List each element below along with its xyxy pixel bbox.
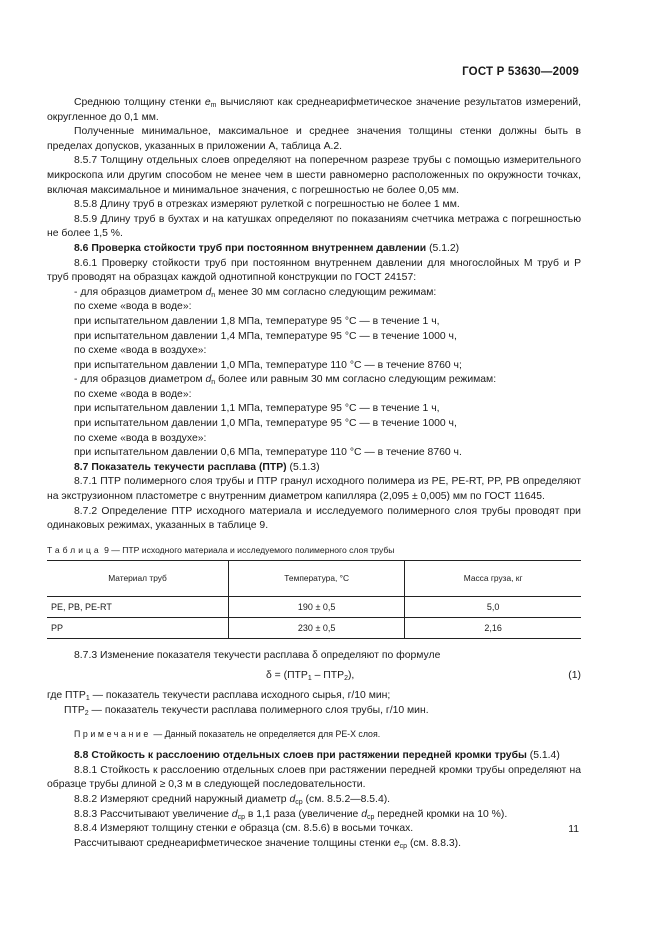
paragraph-8-8-2: 8.8.2 Измеряют средний наружный диаметр $d_{ср}$ (см. 8.5.2—8.5.4). xyxy=(74,793,391,806)
mode-line: при испытательном давлении 1,4 МПа, температуре 95 °С — в течение 1000 ч, xyxy=(74,330,457,342)
note: Примечание — Данный показатель не определяется для PE-X слоя. xyxy=(74,728,381,739)
mode-line: по схеме «вода в воздухе»: xyxy=(74,345,207,357)
table-cell: 190 ± 0,5 xyxy=(229,596,405,617)
mode-line: по схеме «вода в воде»: xyxy=(74,388,192,400)
paragraph-8-8-5: Рассчитывают среднеарифметическое значение толщины стенки $e_{ср}$ (см. 8.8.3). xyxy=(74,837,461,850)
formula-1 xyxy=(47,667,581,687)
paragraph-8-6-1: 8.6.1 Проверку стойкости труб при постоянном внутреннем давлении для многослойных М труб и Р труб проводят на образцах каждой однотипной конструкции по ГОСТ 24157: xyxy=(47,257,581,284)
page-number: 11 xyxy=(568,824,579,835)
table-cell: PE, PB, PE-RT xyxy=(47,596,229,617)
paragraph-8-8-4: 8.8.4 Измеряют толщину стенки e образца (см. 8.5.6) в восьми точках. xyxy=(74,823,414,835)
mode-line: при испытательном давлении 1,1 МПа, температуре 95 °С — в течение 1 ч, xyxy=(74,403,440,415)
table-cell: 5,0 xyxy=(405,596,581,617)
section-8-7-heading: 8.7 Показатель текучести расплава (ПТР) (5.1.3) xyxy=(74,461,320,473)
mode-line: по схеме «вода в воздухе»: xyxy=(74,432,207,444)
table-header-row xyxy=(47,560,581,596)
mode-line: при испытательном давлении 1,8 МПа, температуре 95 °С — в течение 1 ч, xyxy=(74,315,440,327)
paragraph-8-7-3: 8.7.3 Изменение показателя текучести расплава δ определяют по формуле xyxy=(74,649,441,661)
column-header: Масса груза, кг xyxy=(405,560,581,596)
formula-where-1: где $ПТР_1$ — показатель текучести расплава исходного сырья, г/10 мин; xyxy=(47,690,391,703)
table-row xyxy=(47,617,581,638)
table-cell: PP xyxy=(47,617,229,638)
table-cell: 2,16 xyxy=(405,617,581,638)
mode-line: при испытательном давлении 1,0 МПа, температуре 95 °С — в течение 1000 ч, xyxy=(74,418,457,430)
paragraph-8-5-8: 8.5.8 Длину труб в отрезках измеряют рулеткой с погрешностью не более 1 мм. xyxy=(74,199,460,211)
paragraph-8-8-1: 8.8.1 Стойкость к расслоению отдельных слоев при растяжении передней кромки трубы определяют на образце трубы длиной ≥ 0,3 м в следующей последовательности. xyxy=(47,764,581,791)
mode-line: при испытательном давлении 0,6 МПа, температуре 110 °С — в течение 8760 ч. xyxy=(74,447,462,459)
paragraph-8-7-1: 8.7.1 ПТР полимерного слоя трубы и ПТР гранул исходного полимера из PE, PE-RT, PP, PB определяют на экструзионном пластометре с внутренним диаметром капилляра (2,095 ± 0,005) мм по ГОСТ 11645. xyxy=(47,476,581,503)
diameter-case-large: - для образцов диаметром $d_n$ более или равным 30 мм согласно следующим режимам: xyxy=(74,374,497,387)
paragraph-8-5-7: 8.5.7 Толщину отдельных слоев определяют на поперечном разрезе трубы с помощью измерительного микроскопа или другим способом не менее чем в шести равномерно расположенных по окружности точках, включая максимальное и минимальное значения, с погрешностью не более 0,05 мм. xyxy=(47,155,581,196)
table-9 xyxy=(47,560,581,639)
mode-line: при испытательном давлении 1,0 МПа, температуре 110 °С — в течение 8760 ч; xyxy=(74,359,462,371)
paragraph-tolerance: Полученные минимальное, максимальное и среднее значения толщины стенки должны быть в пределах допусков, указанных в приложении А, таблица А.2. xyxy=(47,126,581,152)
section-8-8-heading: 8.8 Стойкость к расслоению отдельных слоев при растяжении передней кромки трубы (5.1.4) xyxy=(74,750,560,762)
diameter-case-small: - для образцов диаметром $d_n$ менее 30 мм согласно следующим режимам: xyxy=(74,286,437,299)
table-cell: 230 ± 0,5 xyxy=(229,617,405,638)
column-header: Материал труб xyxy=(47,560,229,596)
column-header: Температура, °С xyxy=(229,560,405,596)
section-8-6-heading: 8.6 Проверка стойкости труб при постоянном внутреннем давлении (5.1.2) xyxy=(74,242,460,254)
paragraph-8-5-9: 8.5.9 Длину труб в бухтах и на катушках определяют по показаниям счетчика метража с погрешностью не более 1,5 %. xyxy=(47,213,581,240)
mode-line: по схеме «вода в воде»: xyxy=(74,301,192,313)
table-row xyxy=(47,596,581,617)
paragraph-8-8-3: 8.8.3 Рассчитывают увеличение $d_{ср}$ в 1,1 раза (увеличение $d_{ср}$ передней кромки на 10 %). xyxy=(74,808,508,821)
formula-expression: $\delta = (ПТР_1 - ПТР_2)$, xyxy=(266,670,355,683)
table-9-caption: Таблица 9 — ПТР исходного материала и исследуемого полимерного слоя трубы xyxy=(47,544,395,555)
formula-where-2: $ПТР_2$ — показатель текучести расплава полимерного слоя трубы, г/10 мин. xyxy=(64,705,429,717)
paragraph-average-thickness: Среднюю толщину стенки $e_m$ вычисляют как среднеарифметическое значение результатов измерений, округленное до 0,1 мм. xyxy=(47,97,581,123)
page-content xyxy=(47,96,581,851)
formula-number: (1) xyxy=(568,670,581,682)
paragraph-8-7-2: 8.7.2 Определение ПТР исходного материала и исследуемого полимерного слоя трубы проводят при одинаковых режимах, указанных в таблице 9. xyxy=(47,505,581,532)
document-header: ГОСТ Р 53630—2009 xyxy=(462,66,579,78)
